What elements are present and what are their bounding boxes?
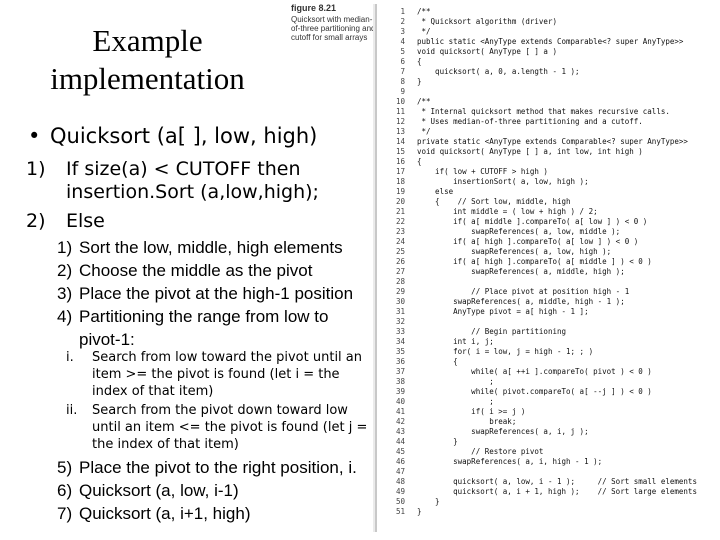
substep-5 <box>57 456 377 479</box>
code-line <box>377 357 697 367</box>
code-line-number: 30 <box>395 297 405 306</box>
code-line-number: 24 <box>395 237 405 246</box>
code-line-text: if( a[ middle ].compareTo( a[ low ] ) < 0 ) <box>417 217 648 226</box>
code-line-text: AnyType pivot = a[ high - 1 ]; <box>417 307 589 316</box>
code-line <box>377 137 697 147</box>
code-line <box>377 217 697 227</box>
substep-text: Quicksort (a, low, i-1) <box>79 481 239 500</box>
code-line-number: 40 <box>395 397 405 406</box>
code-line <box>377 207 697 217</box>
code-line-text: if( low + CUTOFF > high ) <box>417 167 548 176</box>
code-line-number: 10 <box>395 97 405 106</box>
figure-label: figure 8.21 <box>291 3 337 13</box>
substep-4 <box>57 305 357 351</box>
code-line-text: { <box>417 357 458 366</box>
code-listing <box>377 7 697 517</box>
slide-title-line1: Example <box>92 23 203 58</box>
code-line-text: if( i >= j ) <box>417 407 526 416</box>
main-bullet <box>28 124 317 148</box>
step-number: 2) <box>26 210 46 232</box>
substep-number: 2) <box>57 261 73 280</box>
code-line-number: 49 <box>395 487 405 496</box>
code-line <box>377 177 697 187</box>
code-line-number: 34 <box>395 337 405 346</box>
code-line-text: // Restore pivot <box>417 447 544 456</box>
substep-6 <box>57 479 377 502</box>
code-line-number: 11 <box>395 107 405 116</box>
code-line-text: { <box>417 57 422 66</box>
code-line <box>377 187 697 197</box>
code-line-number: 43 <box>395 427 405 436</box>
code-line-number: 12 <box>395 117 405 126</box>
code-line <box>377 317 697 327</box>
code-line <box>377 507 697 517</box>
partition-step-number: i. <box>66 350 74 365</box>
code-line-number: 47 <box>395 467 405 476</box>
code-line-text: /** <box>417 7 431 16</box>
code-line-text: } <box>417 77 422 86</box>
code-line-number: 18 <box>395 177 405 186</box>
code-line-text: int i, j; <box>417 337 494 346</box>
code-line-text: swapReferences( a, middle, high ); <box>417 267 625 276</box>
step-2 <box>26 210 376 233</box>
substep-number: 7) <box>57 504 73 523</box>
partition-step-text: Search from low toward the pivot until an item >= the pivot is found (let i = the index of that item) <box>92 350 363 399</box>
code-line-text: swapReferences( a, i, j ); <box>417 427 589 436</box>
substep-text: Place the pivot at the high-1 position <box>79 284 354 303</box>
code-line <box>377 247 697 257</box>
code-figure <box>375 4 719 532</box>
partition-step-i <box>66 349 376 401</box>
figure-caption-text: Quicksort with median-of-three partitioning and cutoff for small arrays <box>291 15 376 42</box>
code-line <box>377 347 697 357</box>
code-line-text: if( a[ high ].compareTo( a[ middle ] ) < 0 ) <box>417 257 652 266</box>
code-line <box>377 67 697 77</box>
code-line-number: 20 <box>395 197 405 206</box>
step-1 <box>26 158 376 204</box>
code-line-number: 6 <box>400 57 405 66</box>
code-line-text: quicksort( a, 0, a.length - 1 ); <box>417 67 580 76</box>
code-line <box>377 467 697 477</box>
code-line-number: 37 <box>395 367 405 376</box>
code-line <box>377 257 697 267</box>
code-line-number: 51 <box>395 507 405 516</box>
substep-1 <box>57 236 377 259</box>
partition-step-text: Search from the pivot down toward low until an item <= the pivot is found (let j = the index of that item) <box>92 403 368 452</box>
code-line-number: 48 <box>395 477 405 486</box>
code-line <box>377 427 697 437</box>
code-line-number: 22 <box>395 217 405 226</box>
code-line <box>377 287 697 297</box>
code-line <box>377 237 697 247</box>
code-line-number: 45 <box>395 447 405 456</box>
code-line-number: 36 <box>395 357 405 366</box>
code-line-number: 28 <box>395 277 405 286</box>
code-line <box>377 367 697 377</box>
partition-step-ii <box>66 402 376 454</box>
substep-7 <box>57 502 377 525</box>
code-line <box>377 327 697 337</box>
code-line <box>377 37 697 47</box>
code-line <box>377 277 697 287</box>
code-line-number: 1 <box>400 7 405 16</box>
code-line-number: 46 <box>395 457 405 466</box>
code-line-text: } <box>417 497 440 506</box>
slide-title <box>30 22 265 98</box>
code-line-text: { // Sort low, middle, high <box>417 197 571 206</box>
substep-text: Sort the low, middle, high elements <box>79 238 343 257</box>
code-line-number: 4 <box>400 37 405 46</box>
code-line-number: 8 <box>400 77 405 86</box>
code-line <box>377 77 697 87</box>
code-line <box>377 457 697 467</box>
code-line-number: 14 <box>395 137 405 146</box>
code-line-text: int middle = ( low + high ) / 2; <box>417 207 598 216</box>
code-line <box>377 447 697 457</box>
code-line <box>377 487 697 497</box>
code-line-text: * Uses median-of-three partitioning and a cutoff. <box>417 117 643 126</box>
code-line <box>377 157 697 167</box>
code-line-number: 29 <box>395 287 405 296</box>
code-line <box>377 387 697 397</box>
substep-number: 1) <box>57 238 73 257</box>
code-line-text: swapReferences( a, low, high ); <box>417 247 612 256</box>
code-line-text: { <box>417 157 422 166</box>
code-line-number: 21 <box>395 207 405 216</box>
substep-text: Quicksort (a, i+1, high) <box>79 504 251 523</box>
code-line-text: while( a[ ++i ].compareTo( pivot ) < 0 ) <box>417 367 652 376</box>
step-number: 1) <box>26 158 46 180</box>
step-text: If size(a) < CUTOFF then insertion.Sort (a,low,high); <box>66 158 319 203</box>
code-line-number: 31 <box>395 307 405 316</box>
code-line-text: public static <AnyType extends Comparable<? super AnyType>> <box>417 37 684 46</box>
substep-text: Choose the middle as the pivot <box>79 261 313 280</box>
code-line <box>377 87 697 97</box>
code-line-number: 50 <box>395 497 405 506</box>
code-line-number: 44 <box>395 437 405 446</box>
code-line-number: 27 <box>395 267 405 276</box>
code-line-number: 39 <box>395 387 405 396</box>
code-line <box>377 147 697 157</box>
code-line <box>377 377 697 387</box>
code-line-text: while( pivot.compareTo( a[ --j ] ) < 0 ) <box>417 387 652 396</box>
code-line-text: private static <AnyType extends Comparable<? super AnyType>> <box>417 137 688 146</box>
code-line-number: 3 <box>400 27 405 36</box>
figure-caption <box>291 4 377 42</box>
code-line-text: * Quicksort algorithm (driver) <box>417 17 557 26</box>
code-line <box>377 497 697 507</box>
code-line <box>377 397 697 407</box>
code-line <box>377 297 697 307</box>
slide-title-line2: implementation <box>50 61 245 96</box>
code-line <box>377 17 697 27</box>
code-line <box>377 47 697 57</box>
code-line-number: 13 <box>395 127 405 136</box>
code-line-text: for( i = low, j = high - 1; ; ) <box>417 347 594 356</box>
code-line-text: swapReferences( a, low, middle ); <box>417 227 621 236</box>
code-line-number: 9 <box>400 87 405 96</box>
code-line-text: ; <box>417 397 494 406</box>
code-line <box>377 97 697 107</box>
code-line <box>377 117 697 127</box>
code-line-text: // Begin partitioning <box>417 327 567 336</box>
code-line <box>377 227 697 237</box>
code-line <box>377 107 697 117</box>
code-line <box>377 127 697 137</box>
code-line <box>377 267 697 277</box>
code-line-text: ; <box>417 377 494 386</box>
substep-text: Place the pivot to the right position, i. <box>79 458 357 477</box>
code-line <box>377 437 697 447</box>
code-line-text: insertionSort( a, low, high ); <box>417 177 589 186</box>
code-line-text: // Place pivot at position high - 1 <box>417 287 630 296</box>
code-line-number: 15 <box>395 147 405 156</box>
substep-3 <box>57 282 377 305</box>
substep-number: 5) <box>57 458 73 477</box>
code-line-text: /** <box>417 97 431 106</box>
code-line-text: * Internal quicksort method that makes recursive calls. <box>417 107 670 116</box>
substep-number: 3) <box>57 284 73 303</box>
substep-number: 4) <box>57 307 73 326</box>
code-line-text: */ <box>417 27 431 36</box>
code-line <box>377 337 697 347</box>
code-line-number: 26 <box>395 257 405 266</box>
code-line-text: void quicksort( AnyType [ ] a, int low, int high ) <box>417 147 643 156</box>
code-line-number: 2 <box>400 17 405 26</box>
code-line <box>377 407 697 417</box>
code-line <box>377 167 697 177</box>
code-line-text: else <box>417 187 454 196</box>
code-line-text: quicksort( a, i + 1, high ); // Sort large elements <box>417 487 697 496</box>
main-bullet-text: Quicksort (a[ ], low, high) <box>50 124 318 148</box>
partition-step-number: ii. <box>66 403 78 418</box>
code-line-text: swapReferences( a, i, high - 1 ); <box>417 457 603 466</box>
code-line-text: } <box>417 437 458 446</box>
code-line-number: 23 <box>395 227 405 236</box>
code-line-number: 32 <box>395 317 405 326</box>
substep-number: 6) <box>57 481 73 500</box>
code-line-text: } <box>417 507 422 516</box>
code-line-number: 17 <box>395 167 405 176</box>
code-line-number: 16 <box>395 157 405 166</box>
code-line-number: 5 <box>400 47 405 56</box>
code-line <box>377 57 697 67</box>
code-line <box>377 27 697 37</box>
code-line-number: 25 <box>395 247 405 256</box>
substep-2 <box>57 259 377 282</box>
code-line-number: 41 <box>395 407 405 416</box>
code-line-number: 42 <box>395 417 405 426</box>
code-line <box>377 307 697 317</box>
code-line-text: */ <box>417 127 431 136</box>
code-line <box>377 417 697 427</box>
substep-text: Partitioning the range from low to pivot-1: <box>79 307 329 349</box>
code-line-text: swapReferences( a, middle, high - 1 ); <box>417 297 625 306</box>
code-line-text: void quicksort( AnyType [ ] a ) <box>417 47 557 56</box>
code-line-number: 38 <box>395 377 405 386</box>
code-line-text: quicksort( a, low, i - 1 ); // Sort small elements <box>417 477 697 486</box>
code-line-text: break; <box>417 417 517 426</box>
code-line-number: 35 <box>395 347 405 356</box>
bullet-dot-icon: • <box>28 124 41 148</box>
code-line-text: if( a[ high ].compareTo( a[ low ] ) < 0 ) <box>417 237 639 246</box>
code-line-number: 33 <box>395 327 405 336</box>
code-line <box>377 477 697 487</box>
code-line <box>377 7 697 17</box>
code-line-number: 7 <box>400 67 405 76</box>
step-text: Else <box>66 210 105 232</box>
code-line-number: 19 <box>395 187 405 196</box>
code-line <box>377 197 697 207</box>
